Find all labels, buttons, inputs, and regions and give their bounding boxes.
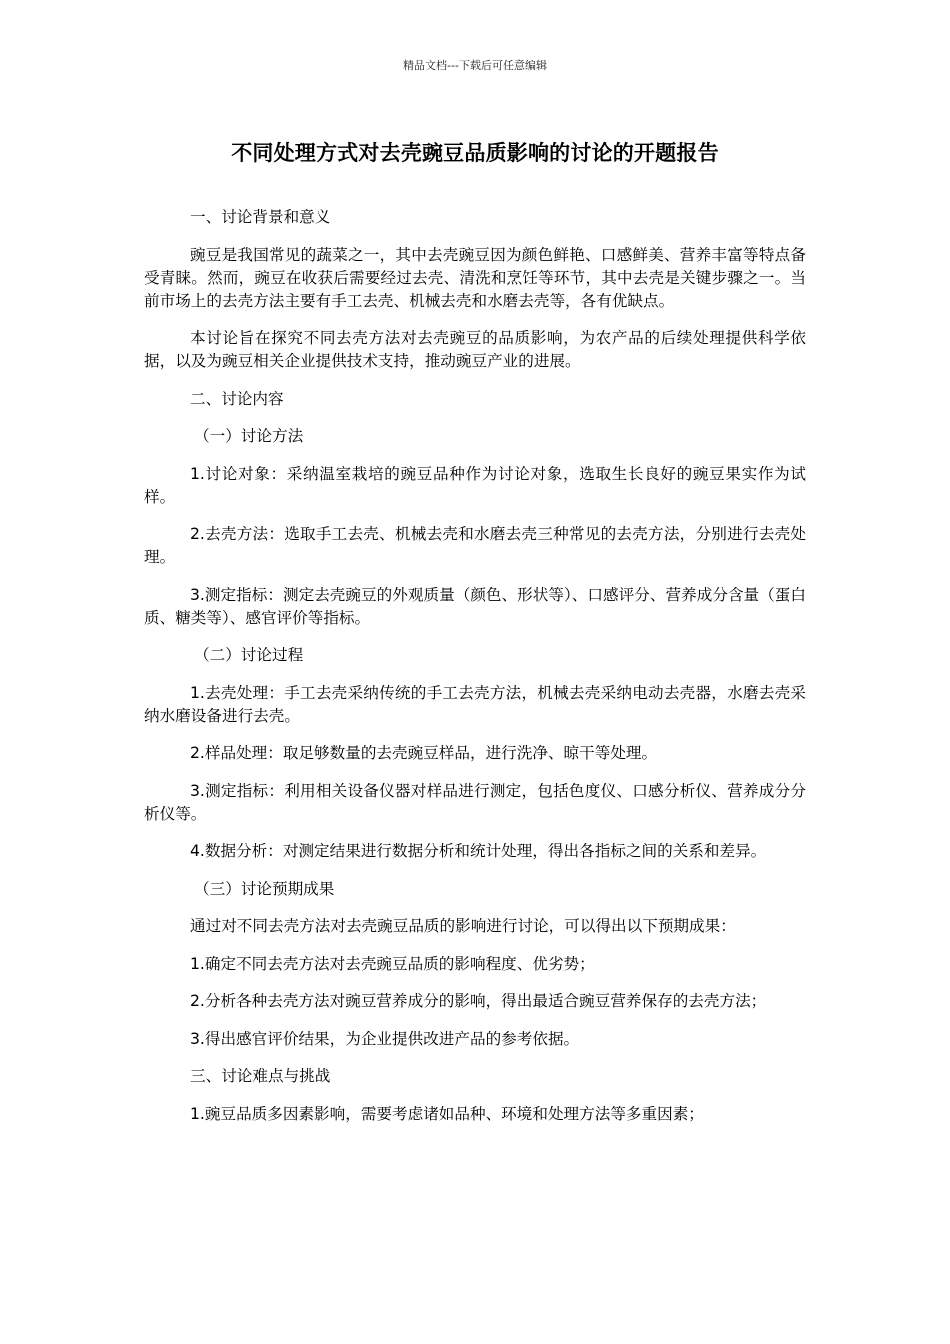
paragraph-purpose: 本讨论旨在探究不同去壳方法对去壳豌豆的品质影响，为农产品的后续处理提供科学依据，以及为豌豆相关企业提供技术支持，推动豌豆产业的进展。 bbox=[144, 329, 806, 370]
list-item: 4.数据分析：对测定结果进行数据分析和统计处理，得出各指标之间的关系和差异。 bbox=[190, 842, 767, 860]
list-item: 2.样品处理：取足够数量的去壳豌豆样品，进行洗净、晾干等处理。 bbox=[190, 744, 658, 762]
paragraph-background: 豌豆是我国常见的蔬菜之一，其中去壳豌豆因为颜色鲜艳、口感鲜美、营养丰富等特点备受青睐。然而，豌豆在收获后需要经过去壳、清洗和烹饪等环节，其中去壳是关键步骤之一。当前市场上的去壳方法主要有手工去壳、机械去壳和水磨去壳等，各有优缺点。 bbox=[144, 245, 806, 310]
list-item: 2.去壳方法：选取手工去壳、机械去壳和水磨去壳三种常见的去壳方法，分别进行去壳处理。 bbox=[144, 525, 806, 566]
list-item: 1.确定不同去壳方法对去壳豌豆品质的影响程度、优劣势； bbox=[190, 954, 595, 973]
document-title: 不同处理方式对去壳豌豆品质影响的讨论的开题报告 bbox=[231, 141, 719, 165]
list-item: 1.讨论对象：采纳温室栽培的豌豆品种作为讨论对象，选取生长良好的豌豆果实作为试样。 bbox=[144, 464, 806, 506]
list-item: 1.去壳处理：手工去壳采纳传统的手工去壳方法，机械去壳采纳电动去壳器，水磨去壳采纳水磨设备进行去壳。 bbox=[144, 683, 806, 725]
document-body bbox=[144, 206, 806, 1140]
subheading-method: （一）讨论方法 bbox=[194, 427, 304, 445]
list-item: 1.豌豆品质多因素影响，需要考虑诸如品种、环境和处理方法等多重因素； bbox=[190, 1104, 704, 1123]
list-item: 3.测定指标：利用相关设备仪器对样品进行测定，包括色度仪、口感分析仪、营养成分分析仪等。 bbox=[144, 781, 806, 823]
header-note: 精品文档---下载后可任意编辑 bbox=[403, 59, 547, 72]
section-heading-background: 一、讨论背景和意义 bbox=[190, 208, 331, 226]
list-item: 3.测定指标：测定去壳豌豆的外观质量（颜色、形状等）、口感评分、营养成分含量（蛋白质、糖类等）、感官评价等指标。 bbox=[144, 585, 806, 627]
section-heading-content: 二、讨论内容 bbox=[190, 389, 284, 408]
subheading-process: （二）讨论过程 bbox=[194, 646, 304, 664]
list-item: 3.得出感官评价结果，为企业提供改进产品的参考依据。 bbox=[190, 1029, 580, 1048]
section-heading-challenges: 三、讨论难点与挑战 bbox=[190, 1067, 331, 1085]
subheading-expected-results: （三）讨论预期成果 bbox=[194, 879, 335, 898]
paragraph-expected-intro: 通过对不同去壳方法对去壳豌豆品质的影响进行讨论，可以得出以下预期成果： bbox=[190, 917, 736, 935]
list-item: 2.分析各种去壳方法对豌豆营养成分的影响，得出最适合豌豆营养保存的去壳方法； bbox=[190, 992, 767, 1010]
